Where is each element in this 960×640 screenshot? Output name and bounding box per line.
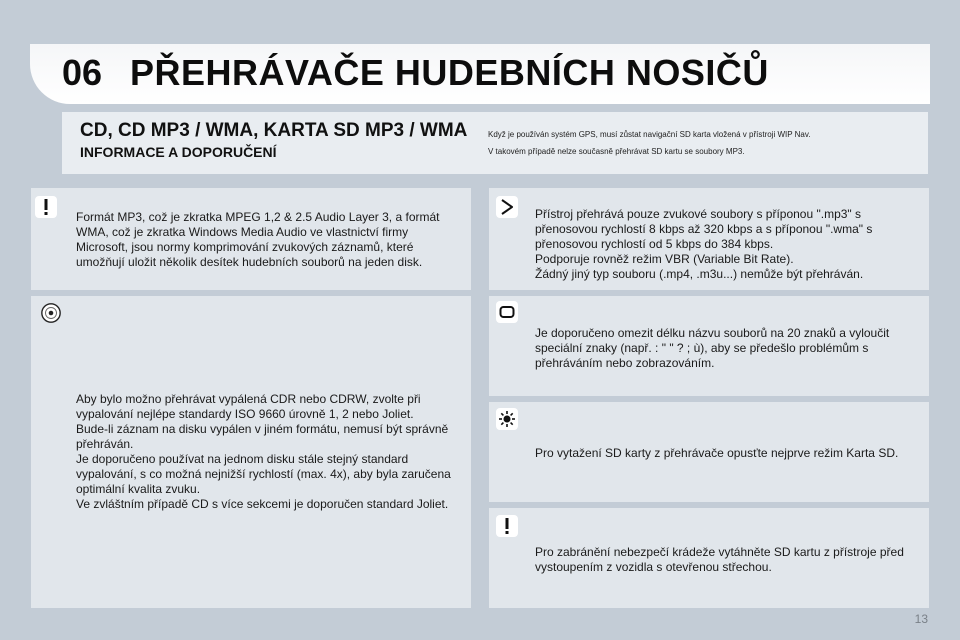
chapter-title: PŘEHRÁVAČE HUDEBNÍCH NOSIČŮ — [130, 52, 769, 93]
disc-icon — [40, 302, 62, 324]
sun-tip-icon — [496, 408, 518, 430]
panel-sd-removal-text: Pro vytažení SD karty z přehrávače opusťte nejprve režim Karta SD. — [535, 446, 899, 460]
chapter-number: 06 — [62, 52, 103, 93]
panel-theft-text: Pro zabránění nebezpečí krádeže vytáhněte SD kartu z přístroje před vystoupením z vozidla s otevřenou střechou. — [535, 545, 904, 574]
panel-file-names-text: Je doporučeno omezit délku názvu souborů na 20 znaků a vyloučit speciální znaky (např. : " " ? ; ù), aby se předešlo problémům s přehráváním nebo zobrazováním. — [535, 326, 890, 370]
panel-format-text: Formát MP3, což je zkratka MPEG 1,2 & 2.5 Audio Layer 3, a formát WMA, což je zkratka Windows Media Audio ve vlastnictví firmy Microsoft, jsou normy komprimování zvukových záznamů, které umožňují uložit několik desítek hudebních souborů na jeden disk. — [76, 210, 440, 269]
exclamation-icon — [496, 515, 518, 537]
section-subtitle: INFORMACE A DOPORUČENÍ — [80, 144, 277, 160]
note-box-icon — [496, 301, 518, 323]
play-icon — [496, 196, 518, 218]
intro-note: Když je používán systém GPS, musí zůstat navigační SD karta vložená v přístroji WIP Nav. V takovém případě nelze současně přehrávat SD kartu se soubory MP3. — [488, 130, 811, 156]
exclamation-icon — [35, 196, 57, 218]
page-number: 13 — [914, 612, 928, 626]
section-title: CD, CD MP3 / WMA, KARTA SD MP3 / WMA — [80, 120, 468, 141]
panel-file-types-text: Přístroj přehrává pouze zvukové soubory s příponou ".mp3" s přenosovou rychlostí 8 kbps až 320 kbps a s příponou ".wma" s přenosovou rychlostí od 5 kbps do 384 kbps. Podporuje rovněž režim VBR (Variable Bit Rate). Žádný jiný typ souboru (.mp4, .m3u...) nemůže být přehráván. — [535, 207, 873, 281]
panel-cd-text: Aby bylo možno přehrávat vypálená CDR nebo CDRW, zvolte při vypalování nejlépe standardy ISO 9660 úrovně 1, 2 nebo Joliet. Bude-li záznam na disku vypálen v jiném formátu, nemusí být správně přehráván. Je doporučeno používat na jednom disku stále stejný standard vypalování, s co možná nejnižší rychlostí (max. 4x), aby byla zaručena optimální kvalita zvuku. Ve zvláštním případě CD s více sekcemi je doporučen standard Joliet. — [76, 392, 451, 511]
